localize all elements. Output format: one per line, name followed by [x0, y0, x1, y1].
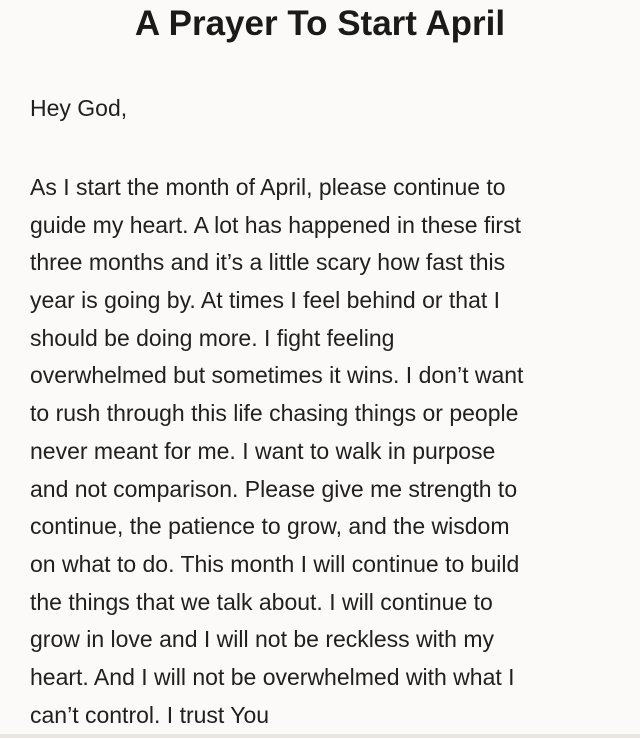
body-line: never meant for me. I want to walk in purpose [30, 437, 496, 464]
body-line: on what to do. This month I will continue to build [30, 550, 520, 577]
greeting-text: Hey God, [30, 95, 128, 121]
body-line: As I start the month of April, please continue to [30, 174, 506, 200]
body-line: heart. And I will not be overwhelmed with what I [30, 663, 515, 690]
body-line: year is going by. At times I feel behind or that I [30, 287, 501, 314]
prayer-body [30, 169, 630, 734]
body-line: should be doing more. I fight feeling [30, 324, 395, 351]
body-line: and not comparison. Please give me strength to [30, 475, 518, 502]
body-line: continue, the patience to grow, and the wisdom [30, 513, 510, 540]
body-line: can’t control. I trust You [30, 701, 270, 728]
body-line: guide my heart. A lot has happened in these first [30, 211, 521, 238]
bottom-divider [0, 734, 640, 738]
body-line: three months and it’s a little scary how fast this [30, 249, 506, 276]
body-line: grow in love and I will not be reckless with my [30, 626, 495, 653]
body-line: the things that we talk about. I will continue to [30, 588, 493, 615]
body-line: overwhelmed but sometimes it wins. I don’t want [30, 362, 524, 389]
page-title: A Prayer To Start April [134, 4, 506, 43]
body-line: to rush through this life chasing things or people [30, 400, 519, 427]
